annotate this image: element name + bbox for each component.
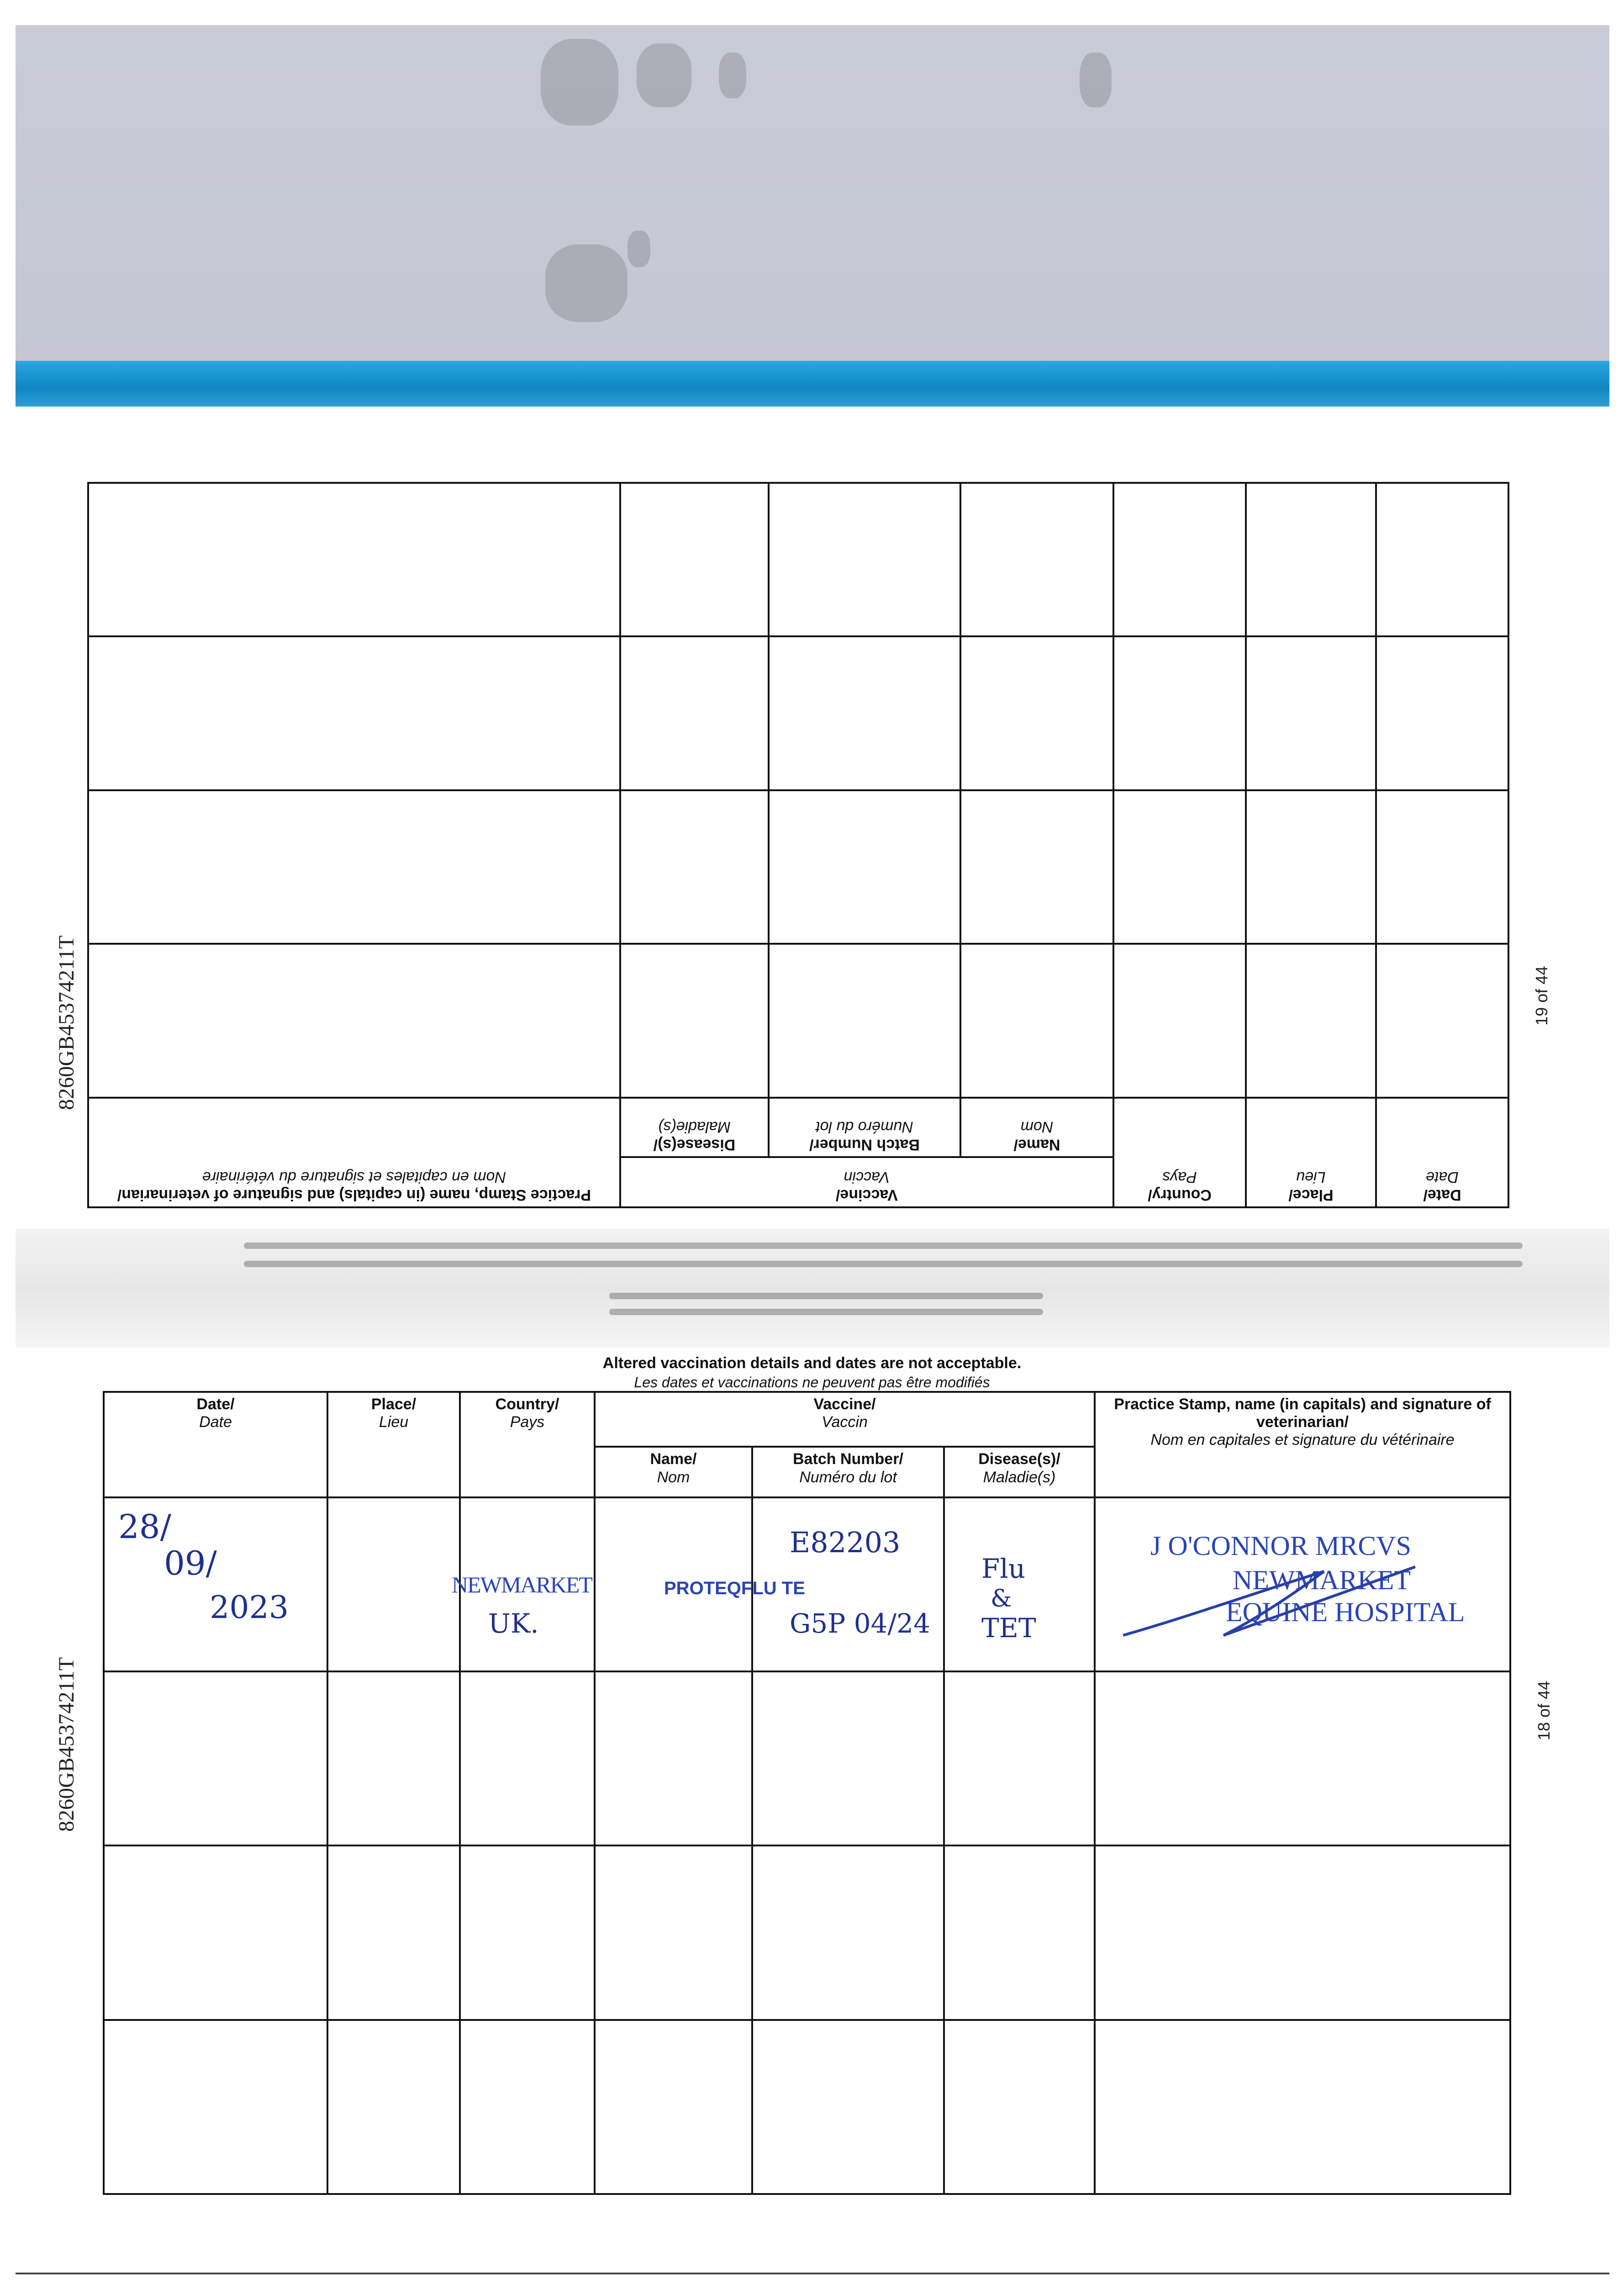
header-vaccine: Vaccine/ Vaccin xyxy=(620,1157,1113,1207)
blurred-fold-band xyxy=(16,1229,1609,1348)
table-row xyxy=(88,790,1508,944)
entry-date-day: 28/ xyxy=(118,1507,171,1546)
document-id-upper: 8260GB45374211T xyxy=(54,935,79,1110)
blurred-text xyxy=(609,1293,1043,1299)
header-country: Country/ Pays xyxy=(1113,1098,1246,1207)
vet-signature-scribble xyxy=(1114,1544,1443,1654)
entry-disease-cell xyxy=(944,1497,1095,1671)
page-number-upper: 19 of 44 xyxy=(1532,966,1551,1026)
upper-vaccination-form xyxy=(89,482,1509,1208)
table-row xyxy=(104,1671,1510,1845)
header-batch-number: Batch Number/ Numéro du lot xyxy=(752,1447,944,1497)
blurred-text xyxy=(244,1242,1523,1249)
header-date: Date/ Date xyxy=(104,1392,327,1497)
header-place: Place/ Lieu xyxy=(1246,1098,1376,1207)
table-row xyxy=(88,637,1508,791)
header-disease: Disease(s)/ Maladie(s) xyxy=(620,1098,769,1157)
entry-date-year: 2023 xyxy=(210,1589,289,1626)
entry-batch-expiry: G5P 04/24 xyxy=(790,1607,930,1639)
stamp-vet-name: J O'CONNOR MRCVS xyxy=(1150,1530,1411,1561)
scan-smudge xyxy=(545,244,627,322)
entry-batch-cell xyxy=(752,1497,944,1671)
entry-date-cell xyxy=(104,1497,327,1671)
scan-smudge xyxy=(1080,53,1112,107)
header-vaccine: Vaccine/ Vaccin xyxy=(595,1392,1095,1447)
entry-disease-2: TET xyxy=(981,1612,1036,1644)
stamp-hospital: EQUINE HOSPITAL xyxy=(1226,1597,1465,1627)
entry-country-cell xyxy=(452,1497,595,1671)
blurred-text xyxy=(609,1309,1043,1315)
header-batch-number: Batch Number/ Numéro du lot xyxy=(769,1098,960,1157)
header-practice-stamp: Practice Stamp, name (in capitals) and signature of veterinarian/ Nom en capitales et signature du vétérinaire xyxy=(1095,1392,1510,1497)
header-vaccine-name: Name/ Nom xyxy=(595,1447,752,1497)
entry-place-cell xyxy=(327,1497,460,1671)
header-place: Place/ Lieu xyxy=(327,1392,460,1497)
page-bottom-edge xyxy=(16,2273,1609,2274)
table-row xyxy=(88,944,1508,1098)
page-number-lower: 18 of 44 xyxy=(1534,1681,1553,1740)
entry-place-stamp: NEWMARKET xyxy=(452,1571,592,1597)
table-row xyxy=(104,2020,1510,2194)
altered-details-notice: Altered vaccination details and dates are not acceptable. xyxy=(602,1354,1022,1372)
entry-country: UK. xyxy=(488,1607,539,1639)
header-date: Date/ Date xyxy=(1376,1098,1508,1207)
entry-batch-number: E82203 xyxy=(790,1525,901,1559)
scan-smudge xyxy=(541,39,618,126)
scanned-top-band xyxy=(16,25,1609,365)
header-practice-stamp: Practice Stamp, name (in capitals) and signature of veterinarian/ Nom en capitales et signature du vétérinaire xyxy=(88,1098,620,1207)
table-row xyxy=(88,483,1508,637)
scan-smudge xyxy=(627,231,650,267)
altered-details-notice-fr: Les dates et vaccinations ne peuvent pas être modifiés xyxy=(634,1374,990,1390)
header-vaccine-name: Name/ Nom xyxy=(960,1098,1113,1157)
header-country: Country/ Pays xyxy=(460,1392,595,1497)
blue-cover-strip xyxy=(16,361,1609,407)
lower-vaccination-form xyxy=(103,1391,1509,2195)
entry-vaccine-name: PROTEQFLU TE xyxy=(664,1578,805,1598)
entry-practice-stamp-cell xyxy=(1095,1497,1510,1671)
table-row xyxy=(104,1497,1510,1671)
entry-vaccine-name-cell xyxy=(595,1497,805,1671)
lower-vaccination-table xyxy=(103,1391,1511,2195)
entry-disease-and: & xyxy=(991,1585,1012,1613)
entry-date-month: 09/ xyxy=(164,1544,217,1582)
header-disease: Disease(s)/ Maladie(s) xyxy=(944,1447,1095,1497)
document-id-lower: 8260GB45374211T xyxy=(54,1657,79,1832)
scan-smudge xyxy=(719,53,746,98)
blurred-text xyxy=(244,1261,1523,1267)
table-row xyxy=(104,1845,1510,2020)
upper-vaccination-table xyxy=(87,482,1509,1208)
entry-disease-1: Flu xyxy=(981,1553,1026,1584)
stamp-town: NEWMARKET xyxy=(1233,1565,1411,1595)
scan-smudge xyxy=(637,43,691,107)
